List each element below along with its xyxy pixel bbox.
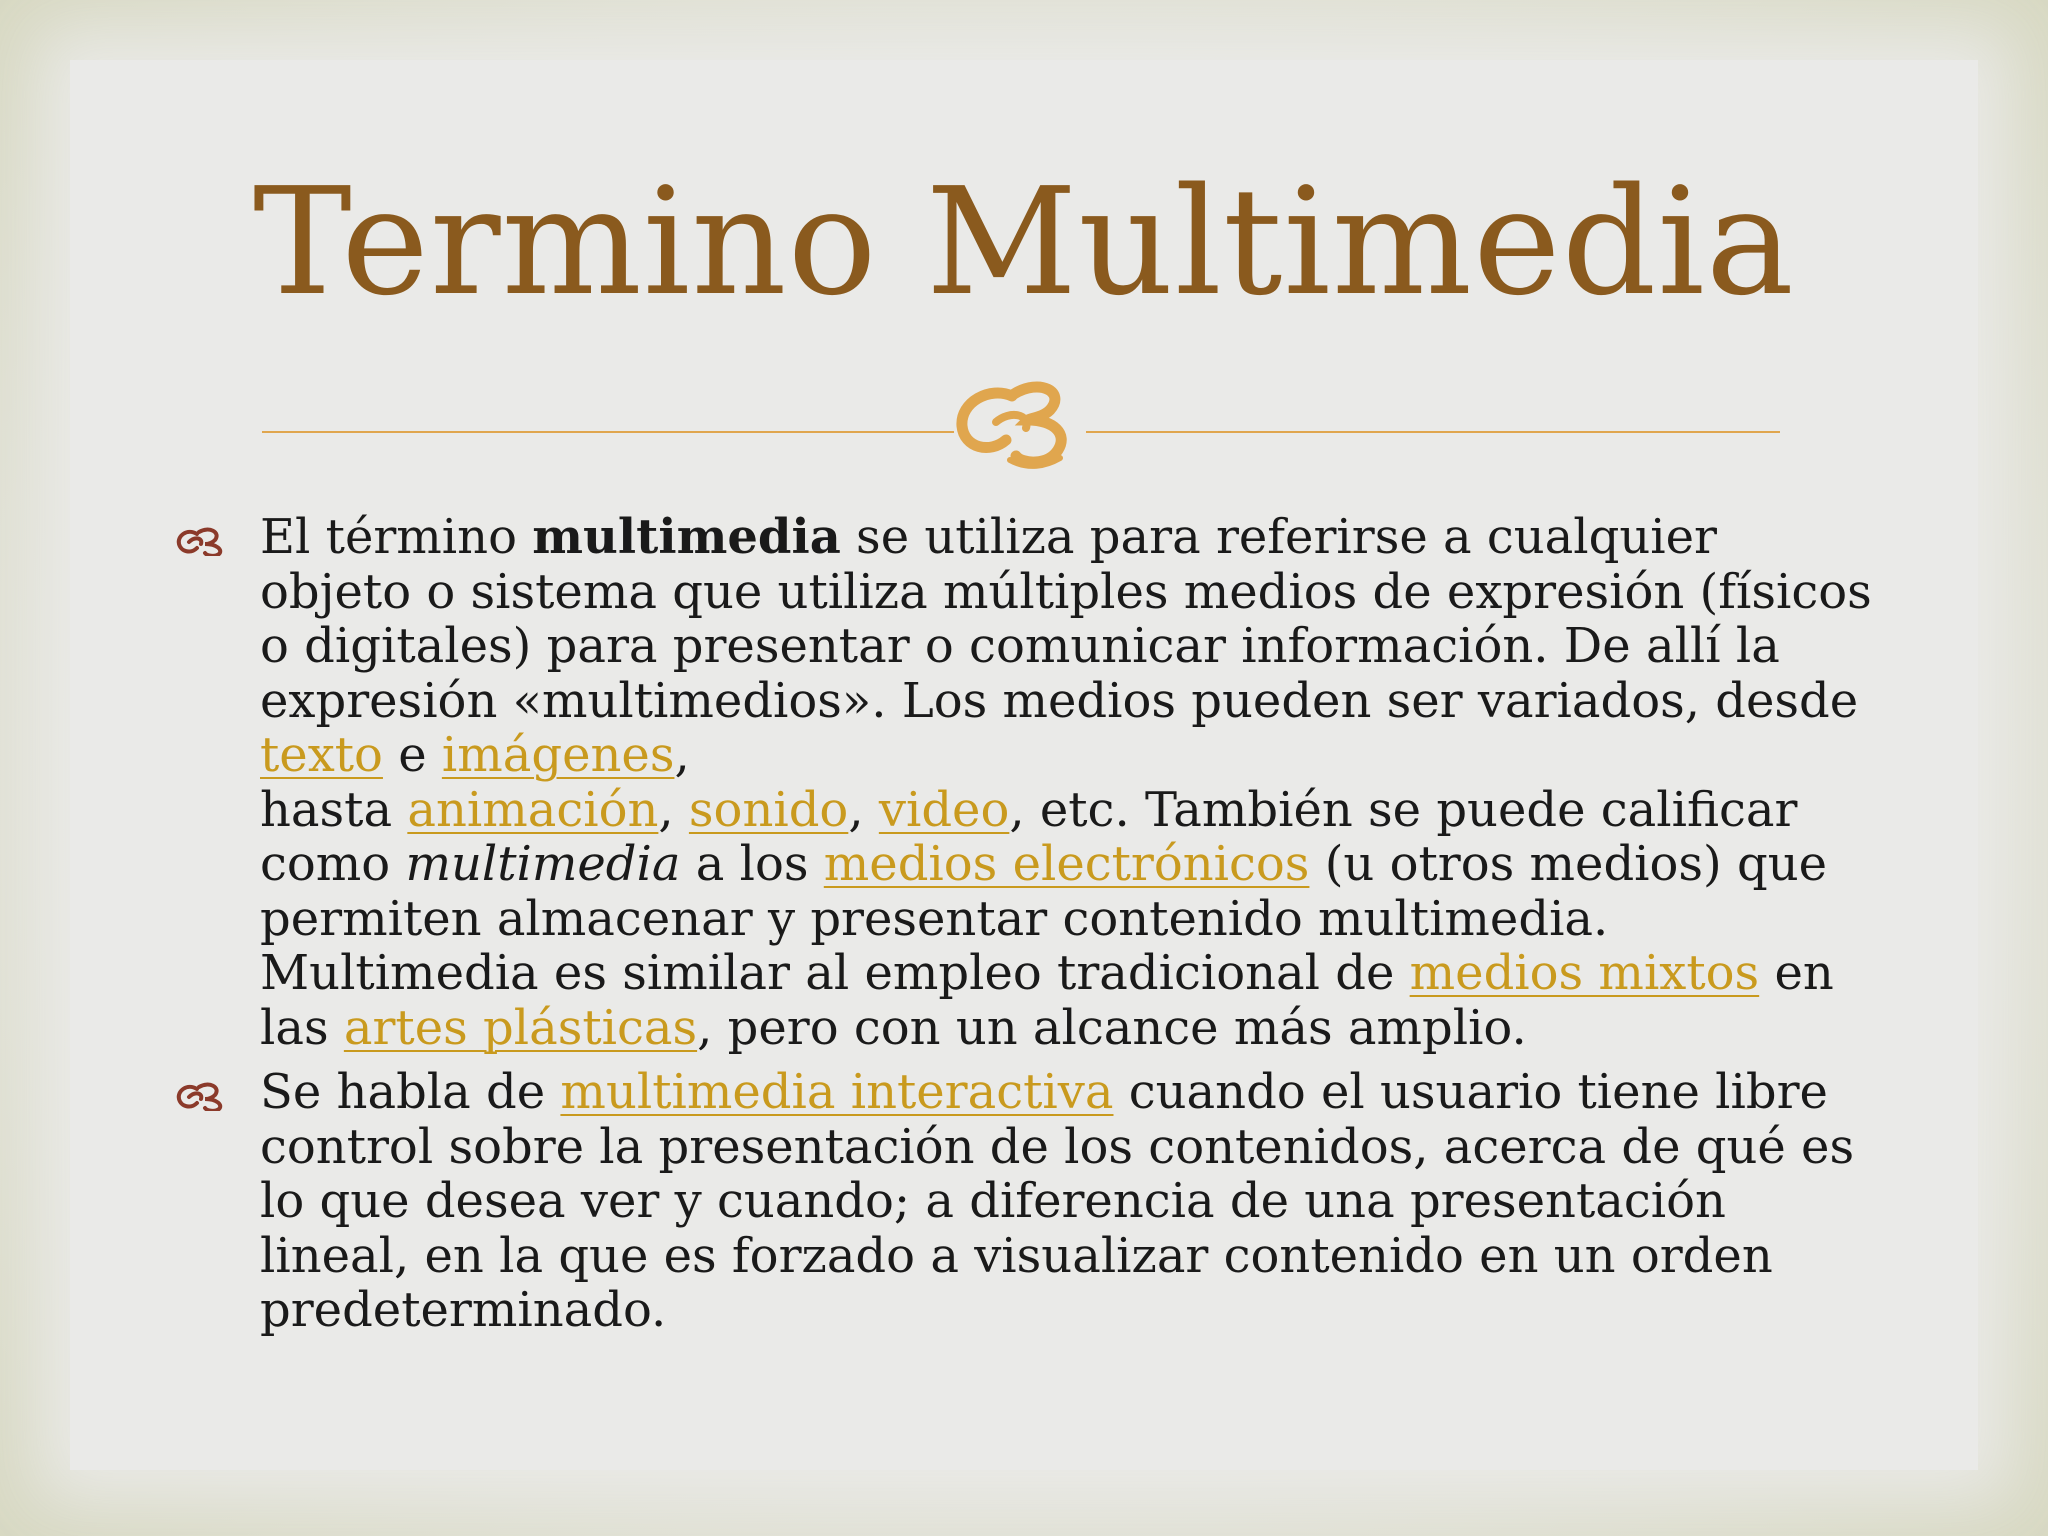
text: , etc. También se puede calificar como bbox=[260, 781, 1798, 892]
flourish-icon bbox=[950, 374, 1090, 474]
link-animacion[interactable]: animación bbox=[407, 781, 659, 838]
text: Se habla de bbox=[260, 1064, 561, 1120]
link-sonido[interactable]: sonido bbox=[688, 781, 849, 838]
text: en las bbox=[260, 945, 1834, 1056]
divider-left bbox=[262, 431, 954, 433]
slide-title: Termino Multimedia bbox=[253, 156, 1795, 328]
text: El término bbox=[260, 509, 533, 565]
ornamental-bullet-icon bbox=[175, 1081, 231, 1111]
slide-body bbox=[175, 510, 1875, 1348]
text: (u otros medios) que permiten almacenar y presentar contenido multimedia. Multimedia es similar al empleo tradicional de bbox=[260, 836, 1828, 1001]
divider-right bbox=[1086, 431, 1780, 433]
link-video[interactable]: video bbox=[878, 781, 1010, 838]
link-multimedia-interactiva[interactable]: multimedia interactiva bbox=[560, 1064, 1114, 1120]
italic-term: multimedia bbox=[405, 836, 681, 892]
link-medios-electronicos[interactable]: medios electrónicos bbox=[823, 836, 1310, 892]
link-imagenes[interactable]: imágenes bbox=[441, 727, 675, 783]
text: , bbox=[674, 727, 690, 783]
bullet-item bbox=[175, 510, 1875, 1055]
text: se utiliza para referirse a cualquier objeto o sistema que utiliza múltiples medios de expresión (físicos o digitales) para presentar o comunicar información. De allí la expresión «multimedios». Los medios pueden ser variados, desde bbox=[260, 509, 1872, 729]
text: , pero con un alcance más amplio. bbox=[697, 999, 1527, 1056]
link-artes-plasticas[interactable]: artes plásticas bbox=[343, 999, 698, 1056]
text: a los bbox=[680, 836, 824, 892]
text: hasta bbox=[260, 781, 408, 838]
ornamental-bullet-icon bbox=[175, 526, 231, 556]
bullet-item bbox=[175, 1065, 1875, 1338]
text: cuando el usuario tiene libre control sobre la presentación de los contenidos, acerca de qué es lo que desea ver y cuando; a diferencia de una presentación lineal, en la que es forzado a visualizar contenido en un orden predeterminado. bbox=[260, 1064, 1855, 1338]
text: , bbox=[658, 781, 689, 838]
text: e bbox=[382, 727, 442, 783]
text: , bbox=[848, 781, 879, 838]
link-medios-mixtos[interactable]: medios mixtos bbox=[1409, 945, 1760, 1001]
bold-term: multimedia bbox=[532, 509, 841, 565]
link-texto[interactable]: texto bbox=[260, 727, 383, 783]
